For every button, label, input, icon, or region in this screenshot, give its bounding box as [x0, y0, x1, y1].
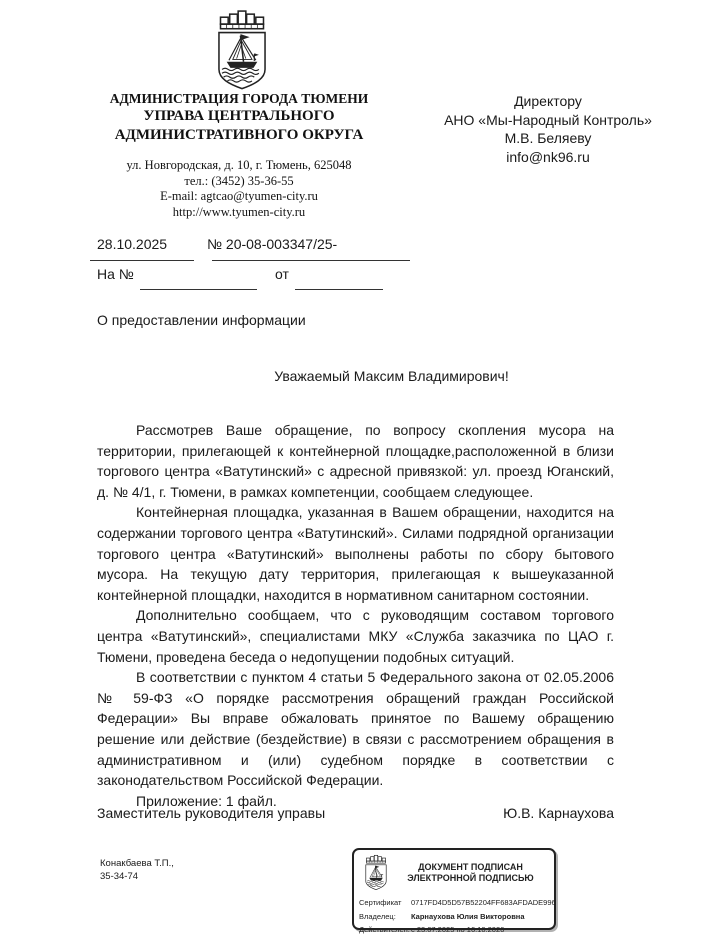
executor-phone: 35-34-74	[100, 870, 139, 882]
salutation: Уважаемый Максим Владимирович!	[274, 368, 509, 384]
reply-to-label: На №	[97, 266, 134, 282]
body-paragraph: Дополнительно сообщаем, что с руководящим составом торгового центра «Ватутинский», специалистами МКУ «Служба заказчика по ЦАО г. Тюмени, проведена беседа о недопущении подобных ситуаций.	[97, 607, 614, 665]
reply-number-underline	[140, 289, 257, 290]
recipient-block	[398, 92, 698, 166]
certificate-value: 0717FD4D5D57B52204FF683AFDADE996	[411, 898, 556, 907]
org-address: ул. Новгородская, д. 10, г. Тюмень, 625048	[126, 158, 352, 172]
date-underline	[90, 260, 194, 261]
signature-row	[97, 805, 614, 821]
stamp-title-line: ДОКУМЕНТ ПОДПИСАН	[418, 862, 523, 872]
stamp-certificate-row	[359, 896, 556, 910]
org-name-line: УПРАВА ЦЕНТРАЛЬНОГО	[143, 108, 335, 124]
executor-note	[100, 858, 174, 883]
reference-block	[90, 236, 430, 300]
owner-value: Карнаухова Юлия Викторовна	[411, 911, 525, 921]
letter-subject: О предоставлении информации	[97, 312, 306, 328]
attachment-note: Приложение: 1 файл.	[136, 792, 277, 809]
number-underline	[212, 260, 410, 261]
stamp-validity-row	[359, 923, 548, 937]
owner-label: Владелец:	[359, 911, 396, 921]
recipient-org: АНО «Мы-Народный Контроль»	[444, 111, 652, 128]
electronic-signature-stamp	[352, 848, 556, 934]
letter-date: 28.10.2025	[97, 236, 168, 252]
reply-from-label: от	[275, 266, 289, 282]
body-paragraph: Рассмотрев Ваше обращение, по вопросу скопления мусора на территории, прилегающей к контейнерной площадке,расположенной в близи торгового центра «Ватутинский» с адресной привязкой: ул. проезд Юганский, д. № 4/1, г. Тюмени, в рамках компетенции, сообщаем следующее.	[97, 422, 614, 500]
org-email: E-mail: agtcao@tyumen-city.ru	[160, 189, 318, 203]
tyumen-coat-of-arms-icon	[359, 853, 393, 893]
recipient-title: Директору	[514, 93, 582, 109]
org-website: http://www.tyumen-city.ru	[172, 204, 306, 219]
org-phone: тел.: (3452) 35-36-55	[184, 173, 294, 188]
certificate-label: Сертификат	[359, 898, 402, 907]
signer-name: Ю.В. Карнаухова	[503, 805, 614, 821]
org-name-line: АДМИНИСТРАЦИЯ ГОРОДА ТЮМЕНИ	[109, 91, 369, 106]
signer-position: Заместитель руководителя управы	[97, 805, 326, 821]
org-name-line: АДМИНИСТРАТИВНОГО ОКРУГА	[114, 127, 364, 143]
body-paragraph: Контейнерная площадка, указанная в Вашем обращении, находится на содержании торгового центра «Ватутинский». Силами подрядной организации торгового центра «Ватутинский» выполнены работы по сбору бытового мусора. На текущую дату территория, прилегающая к вышеуказанной контейнерной площадки, находится в нормативном санитарном состоянии.	[97, 504, 614, 603]
stamp-title	[393, 862, 548, 884]
letterhead-contacts	[38, 158, 440, 220]
reply-date-underline	[295, 289, 383, 290]
recipient-person: М.В. Беляеву	[504, 130, 592, 146]
executor-name: Конакбаева Т.П.,	[100, 858, 174, 869]
letter-number: № 20-08-003347/25-	[207, 236, 338, 252]
letter-body	[97, 420, 614, 811]
letterhead-org-name	[38, 90, 440, 145]
recipient-email: info@nk96.ru	[506, 148, 590, 165]
body-paragraph: В соответствии с пунктом 4 статьи 5 Федерального закона от 02.05.2006 № 59-ФЗ «О порядке рассмотрения обращений граждан Российской Федерации» Вы вправе обжаловать принятое по Вашему обращению решение или действие (бездействие) в связи с рассмотрением обращения в административном и (или) судебном порядке в соответствии с законодательством Российской Федерации.	[97, 669, 614, 789]
validity-label: Действителен:	[359, 925, 410, 934]
stamp-header	[359, 853, 548, 893]
stamp-owner-row	[359, 910, 548, 924]
stamp-details	[359, 896, 556, 937]
stamp-title-line: ЭЛЕКТРОННОЙ ПОДПИСЬЮ	[407, 873, 534, 883]
validity-value: с 23.07.2025 по 16.10.2026	[411, 925, 505, 934]
tyumen-coat-of-arms-icon	[203, 8, 281, 94]
